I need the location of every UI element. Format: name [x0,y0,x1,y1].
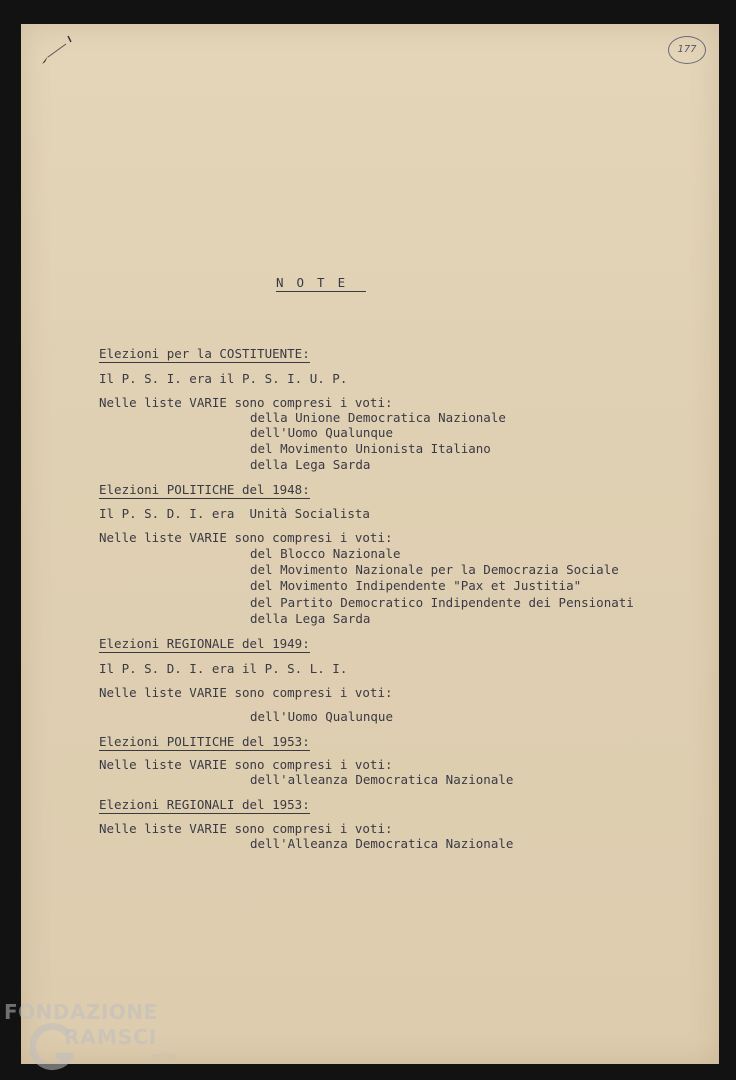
section-heading-costituente: Elezioni per la COSTITUENTE: [99,346,310,361]
section-heading-regionali-1953: Elezioni REGIONALI del 1953: [99,797,310,812]
list-item: della Lega Sarda [250,457,371,472]
section-line: Il P. S. D. I. era il P. S. L. I. [99,661,348,676]
section-line: Nelle liste VARIE sono compresi i voti: [99,685,393,700]
section-heading-politiche-1948: Elezioni POLITICHE del 1948: [99,482,310,497]
section-line: Il P. S. I. era il P. S. I. U. P. [99,371,348,386]
watermark-line-1: FONDAZIONE [4,1000,158,1024]
list-item: dell'Uomo Qualunque [250,425,393,440]
section-line: Nelle liste VARIE sono compresi i voti: [99,395,393,410]
list-item: del Blocco Nazionale [250,546,401,561]
list-item: del Movimento Nazionale per la Democrazia Sociale [250,562,619,577]
list-item: del Movimento Unionista Italiano [250,441,491,456]
fondazione-gramsci-watermark [4,1000,194,1076]
ink-mark-icon [38,30,78,70]
section-line: Nelle liste VARIE sono compresi i voti: [99,757,393,772]
watermark-line-3: onlus [152,1052,177,1062]
list-item: dell'Uomo Qualunque [250,709,393,724]
page-title: NOTE [276,275,366,292]
watermark-line-2: RAMSCI [64,1025,158,1049]
list-item: dell'Alleanza Democratica Nazionale [250,836,514,851]
section-line: Nelle liste VARIE sono compresi i voti: [99,821,393,836]
section-heading-politiche-1953: Elezioni POLITICHE del 1953: [99,734,310,749]
list-item: della Lega Sarda [250,611,371,626]
page-number-stamp: 177 [668,36,706,64]
list-item: del Partito Democratico Indipendente dei Pensionati [250,595,634,610]
section-line: Nelle liste VARIE sono compresi i voti: [99,530,393,545]
section-heading-regionale-1949: Elezioni REGIONALE del 1949: [99,636,310,651]
section-line: Il P. S. D. I. era Unità Socialista [99,506,370,521]
list-item: della Unione Democratica Nazionale [250,410,506,425]
list-item: dell'alleanza Democratica Nazionale [250,772,514,787]
list-item: del Movimento Indipendente "Pax et Justitia" [250,578,582,593]
